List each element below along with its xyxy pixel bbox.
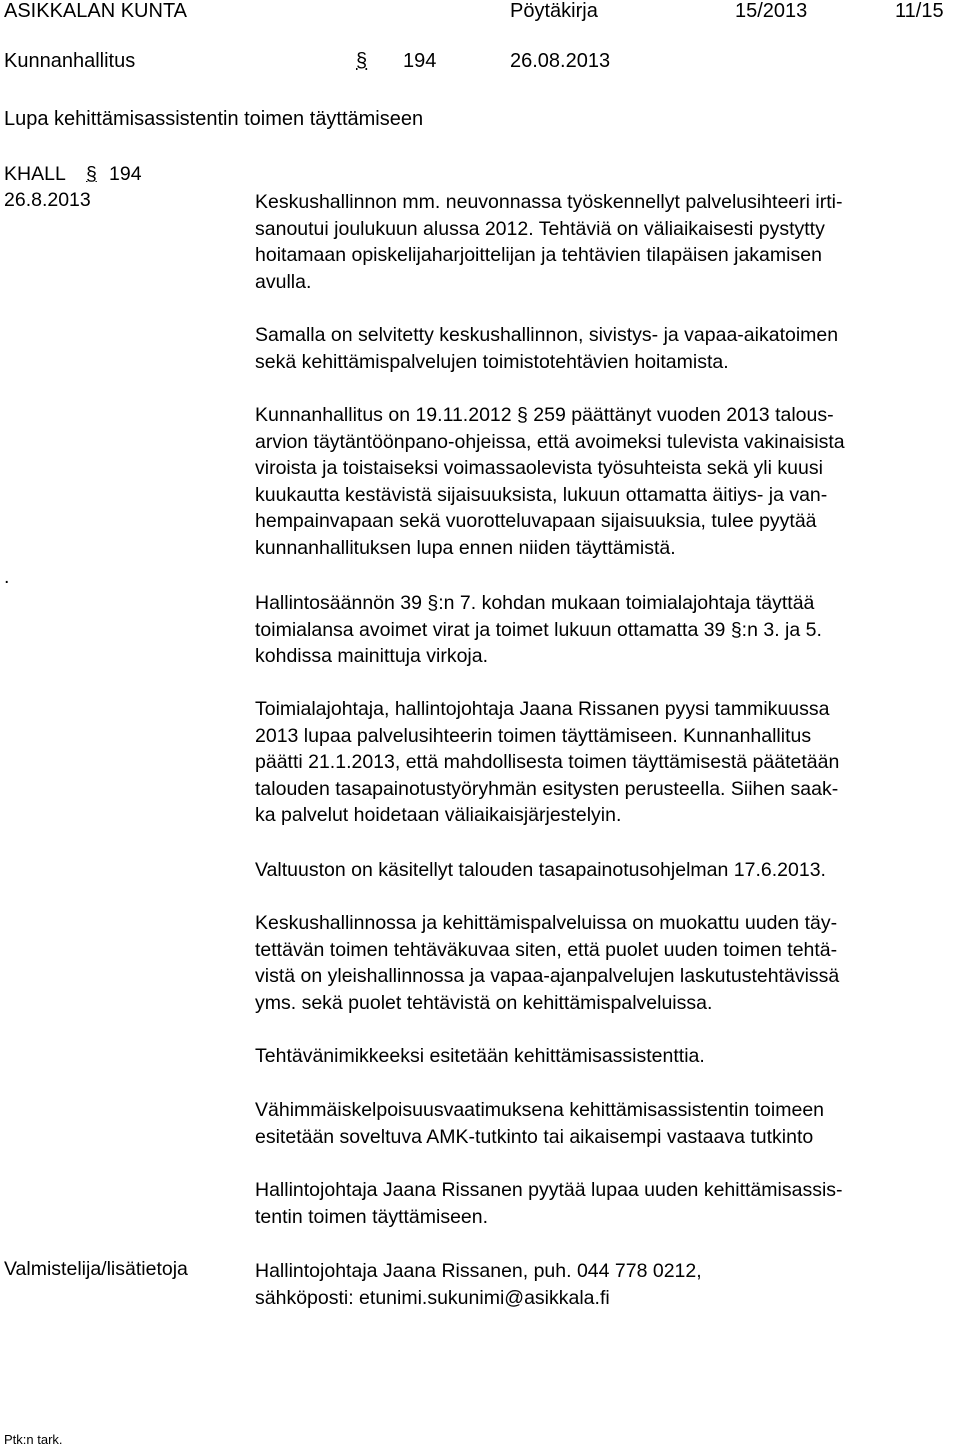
org-name: ASIKKALAN KUNTA (4, 0, 188, 22)
section-symbol: § (356, 50, 368, 72)
meeting-body: Kunnanhallitus (4, 50, 136, 72)
case-section-symbol: § (86, 163, 97, 185)
case-date: 26.8.2013 (4, 189, 91, 211)
paragraph-6: Valtuuston on käsitellyt talouden tasapainotusohjelman 17.6.2013. (255, 859, 826, 881)
paragraph-5: Toimialajohtaja, hallintojohtaja Jaana Rissanen pyysi tammikuussa 2013 lupaa palvelusihteerin toimen täyttämiseen. Kunnanhallitus päätti 21.1.2013, että mahdollisesta toimen täyttämisestä päätetään talouden tasapainotustyöryhmän esitysten perusteella. Siihen saak- ka palvelut hoidetaan väliaikaisjärjestelyin. (255, 698, 840, 826)
paragraph-1: Keskushallinnon mm. neuvonnassa työskennellyt palvelusihteeri irti- sanoutui joulukuun alussa 2012. Tehtäviä on väliaikaisesti pystytty hoitamaan opiskelijaharjoittelijan ja tehtävien tilapäisen jakamisen avulla. (255, 191, 843, 293)
footer-initials: Ptk:n tark. (4, 1432, 63, 1447)
paragraph-7: Keskushallinnossa ja kehittämispalveluissa on muokattu uuden täy- tettävän toimen tehtäväkuvaa siten, että puolet uuden toimen tehtä- vistä on yleishallinnossa ja vapaa-ajanpalvelujen laskutustehtävissä yms. sekä puolet tehtävistä on kehittämispalveluissa. (255, 912, 840, 1014)
contact-label: Valmistelija/lisätietoja (4, 1258, 188, 1280)
paragraph-2: Samalla on selvitetty keskushallinnon, sivistys- ja vapaa-aikatoimen sekä kehittämispalvelujen toimistotehtävien hoitamista. (255, 324, 839, 373)
paragraph-3: Kunnanhallitus on 19.11.2012 § 259 päättänyt vuoden 2013 talous- arvion täytäntöönpano-ohjeissa, että avoimeksi tulevista vakinaisista viroista ja toistaiseksi voimassaolevista työsuhteista sekä yli kuusi kuukautta kestävistä sijaisuuksista, lukuun ottamatta äitiys- ja van- hempainvapaan sekä vuorotteluvapaan sijaisuuksia, tulee pyytää kunnanhallituksen lupa ennen niiden täyttämistä. (255, 404, 845, 559)
meeting-date: 26.08.2013 (510, 50, 611, 72)
page-title: Lupa kehittämisassistentin toimen täyttämiseen (4, 108, 424, 130)
doc-number: 15/2013 (735, 0, 808, 22)
contact-details: Hallintojohtaja Jaana Rissanen, puh. 044 778 0212, sähköposti: etunimi.sukunimi@asikkala.fi (255, 1260, 702, 1309)
page-number: 11/15 (895, 0, 944, 22)
doc-type: Pöytäkirja (510, 0, 598, 22)
paragraph-9: Vähimmäiskelpoisuusvaatimuksena kehittämisassistentin toimeen esitetään soveltuva AMK-tutkinto tai aikaisempi vastaava tutkinto (255, 1099, 825, 1148)
margin-dot: . (4, 566, 10, 588)
paragraph-8: Tehtävänimikkeeksi esitetään kehittämisassistenttia. (255, 1045, 705, 1067)
case-section-number: 194 (109, 163, 142, 185)
case-body: KHALL (4, 163, 66, 185)
paragraph-10: Hallintojohtaja Jaana Rissanen pyytää lupaa uuden kehittämisassis- tentin toimen täyttämiseen. (255, 1179, 843, 1228)
paragraph-4: Hallintosäännön 39 §:n 7. kohdan mukaan toimialajohtaja täyttää toimialansa avoimet virat ja toimet lukuun ottamatta 39 §:n 3. ja 5. kohdissa mainittuja virkoja. (255, 592, 822, 667)
section-number: 194 (403, 50, 437, 72)
